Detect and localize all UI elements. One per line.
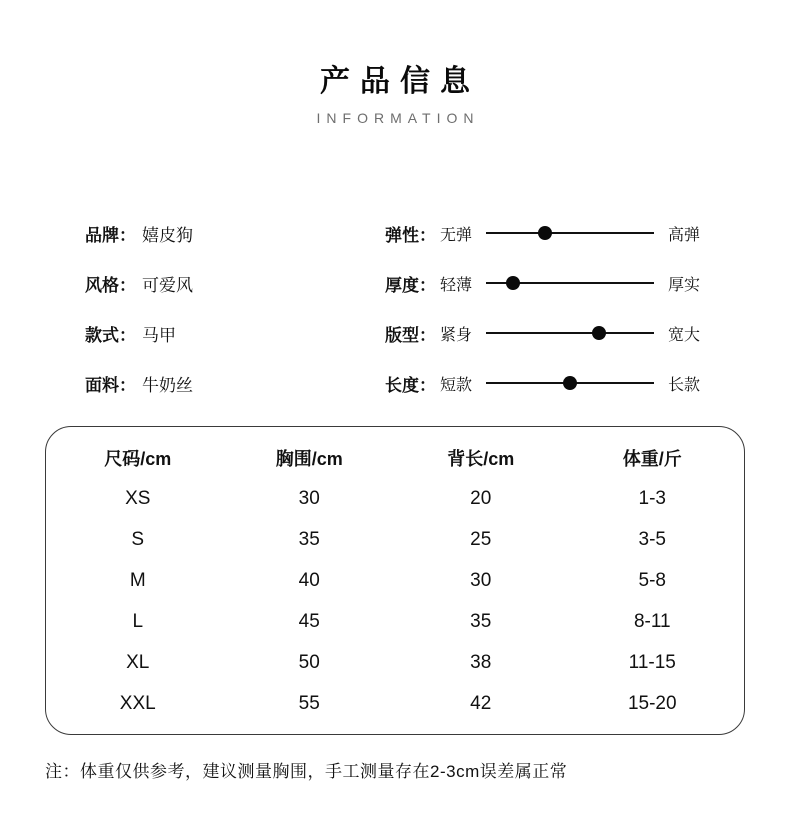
- slider-dot: [538, 226, 552, 240]
- slider-right-label: 高弹: [667, 226, 700, 244]
- attributes-section: [0, 208, 790, 408]
- attribute-value: 嬉皮狗: [142, 225, 193, 245]
- backlength-cell: 42: [470, 692, 492, 714]
- slider-label: 厚度：: [385, 275, 436, 295]
- backlength-cell: 38: [470, 651, 492, 673]
- slider-track: [486, 332, 654, 334]
- table-row: [52, 642, 738, 683]
- weight-cell: 5-8: [638, 569, 666, 591]
- weight-cell: 8-11: [633, 610, 671, 632]
- chest-cell: 35: [298, 528, 320, 550]
- size-cell: S: [131, 528, 145, 550]
- attribute-row-style: [85, 258, 385, 308]
- attribute-row-fabric: [85, 358, 385, 408]
- size-cell: M: [129, 569, 146, 591]
- attribute-value: 牛奶丝: [142, 375, 193, 395]
- slider-row-fit: [385, 308, 700, 358]
- backlength-cell: 30: [470, 569, 492, 591]
- table-row: [52, 683, 738, 724]
- slider-dot: [506, 276, 520, 290]
- table-row: [52, 519, 738, 560]
- slider-right-label: 宽大: [667, 326, 700, 344]
- slider-dot: [563, 376, 577, 390]
- slider-row-thickness: [385, 258, 700, 308]
- table-row: [52, 601, 738, 642]
- slider-track: [486, 232, 654, 234]
- weight-cell: 15-20: [627, 692, 677, 714]
- slider-left-label: 轻薄: [440, 276, 473, 294]
- slider-row-elasticity: [385, 208, 700, 258]
- attribute-label: 面料：: [85, 375, 136, 395]
- size-cell: XS: [125, 487, 151, 509]
- slider-left-label: 短款: [440, 376, 473, 394]
- size-cell: XL: [126, 651, 150, 673]
- size-table: [45, 426, 745, 735]
- weight-cell: 11-15: [628, 651, 676, 673]
- chest-cell: 50: [298, 651, 320, 673]
- chest-cell: 30: [298, 487, 320, 509]
- size-cell: XXL: [119, 692, 156, 714]
- slider-dot: [592, 326, 606, 340]
- attribute-label: 款式：: [85, 325, 136, 345]
- slider-track: [486, 282, 654, 284]
- slider-row-length: [385, 358, 700, 408]
- header-backlength: 背长/cm: [447, 448, 515, 469]
- backlength-cell: 25: [470, 528, 492, 550]
- slider-column: [385, 208, 700, 408]
- slider-right-label: 厚实: [667, 276, 700, 294]
- chest-cell: 45: [298, 610, 320, 632]
- page-subtitle: INFORMATION: [316, 110, 480, 126]
- slider-track: [486, 382, 654, 384]
- chest-cell: 55: [298, 692, 320, 714]
- header: [0, 56, 790, 126]
- header-chest: 胸围/cm: [275, 448, 343, 469]
- slider-label: 弹性：: [385, 225, 436, 245]
- measurement-note: 注：体重仅供参考，建议测量胸围，手工测量存在2-3cm误差属正常: [45, 762, 568, 781]
- weight-cell: 1-3: [638, 487, 666, 509]
- backlength-cell: 20: [470, 487, 492, 509]
- backlength-cell: 35: [470, 610, 492, 632]
- weight-cell: 3-5: [638, 528, 666, 550]
- table-row: [52, 478, 738, 519]
- slider-left-label: 紧身: [440, 326, 473, 344]
- page-title: 产品信息: [320, 65, 480, 98]
- attribute-row-brand: [85, 208, 385, 258]
- size-table-section: [0, 426, 790, 735]
- chest-cell: 40: [298, 569, 320, 591]
- table-header-row: [52, 437, 738, 478]
- attribute-value: 马甲: [142, 325, 176, 345]
- slider-label: 长度：: [385, 375, 436, 395]
- attribute-row-type: [85, 308, 385, 358]
- header-size: 尺码/cm: [104, 448, 172, 469]
- slider-label: 版型：: [385, 325, 436, 345]
- attribute-column: [85, 208, 385, 408]
- attribute-label: 品牌：: [85, 225, 136, 245]
- attribute-label: 风格：: [85, 275, 136, 295]
- attribute-value: 可爱风: [142, 275, 193, 295]
- slider-left-label: 无弹: [440, 226, 473, 244]
- size-cell: L: [132, 610, 144, 632]
- table-row: [52, 560, 738, 601]
- header-weight: 体重/斤: [622, 448, 682, 469]
- slider-right-label: 长款: [667, 376, 700, 394]
